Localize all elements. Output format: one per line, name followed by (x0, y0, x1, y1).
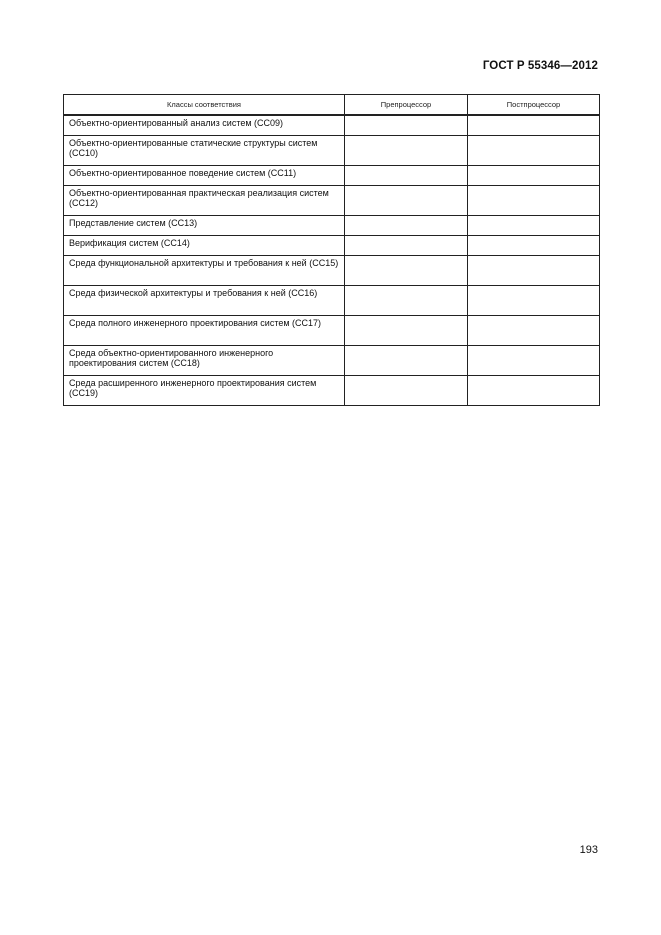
preprocessor-cell (345, 285, 468, 315)
preprocessor-cell (345, 235, 468, 255)
postprocessor-cell (468, 345, 600, 375)
table-row (64, 215, 600, 235)
page-number: 193 (579, 844, 598, 856)
conformance-class-label: Верификация систем (СС14) (64, 235, 345, 255)
table-row (64, 115, 600, 135)
preprocessor-cell (345, 115, 468, 135)
column-header-preprocessor: Препроцессор (345, 95, 468, 116)
column-header-postprocessor: Постпроцессор (468, 95, 600, 116)
table-row (64, 185, 600, 215)
conformance-class-label: Среда физической архитектуры и требования к ней (СС16) (64, 285, 345, 315)
preprocessor-cell (345, 255, 468, 285)
table-header (64, 95, 600, 116)
table-header-row (64, 95, 600, 116)
postprocessor-cell (468, 185, 600, 215)
conformance-class-label: Объектно-ориентированное поведение систем (СС11) (64, 165, 345, 185)
table-row (64, 285, 600, 315)
conformance-classes-table (63, 94, 600, 406)
postprocessor-cell (468, 135, 600, 165)
conformance-class-label: Среда расширенного инженерного проектирования систем (СС19) (64, 375, 345, 405)
preprocessor-cell (345, 375, 468, 405)
column-header-classes: Классы соответствия (64, 95, 345, 116)
table-row (64, 315, 600, 345)
conformance-class-label: Объектно-ориентированная практическая реализация систем (СС12) (64, 185, 345, 215)
preprocessor-cell (345, 315, 468, 345)
postprocessor-cell (468, 255, 600, 285)
postprocessor-cell (468, 215, 600, 235)
postprocessor-cell (468, 375, 600, 405)
table-row (64, 135, 600, 165)
preprocessor-cell (345, 135, 468, 165)
postprocessor-cell (468, 285, 600, 315)
conformance-class-label: Представление систем (СС13) (64, 215, 345, 235)
table-body (64, 115, 600, 405)
postprocessor-cell (468, 235, 600, 255)
postprocessor-cell (468, 315, 600, 345)
preprocessor-cell (345, 165, 468, 185)
conformance-class-label: Среда объектно-ориентированного инженерного проектирования систем (СС18) (64, 345, 345, 375)
table-row (64, 165, 600, 185)
conformance-class-label: Объектно-ориентированный анализ систем (СС09) (64, 115, 345, 135)
conformance-class-label: Среда функциональной архитектуры и требования к ней (СС15) (64, 255, 345, 285)
table-row (64, 345, 600, 375)
preprocessor-cell (345, 215, 468, 235)
table-row (64, 255, 600, 285)
postprocessor-cell (468, 115, 600, 135)
conformance-class-label: Объектно-ориентированные статические структуры систем (СС10) (64, 135, 345, 165)
document-standard-id: ГОСТ Р 55346—2012 (482, 60, 598, 72)
preprocessor-cell (345, 345, 468, 375)
postprocessor-cell (468, 165, 600, 185)
conformance-class-label: Среда полного инженерного проектирования систем (СС17) (64, 315, 345, 345)
table-row (64, 375, 600, 405)
table-row (64, 235, 600, 255)
preprocessor-cell (345, 185, 468, 215)
